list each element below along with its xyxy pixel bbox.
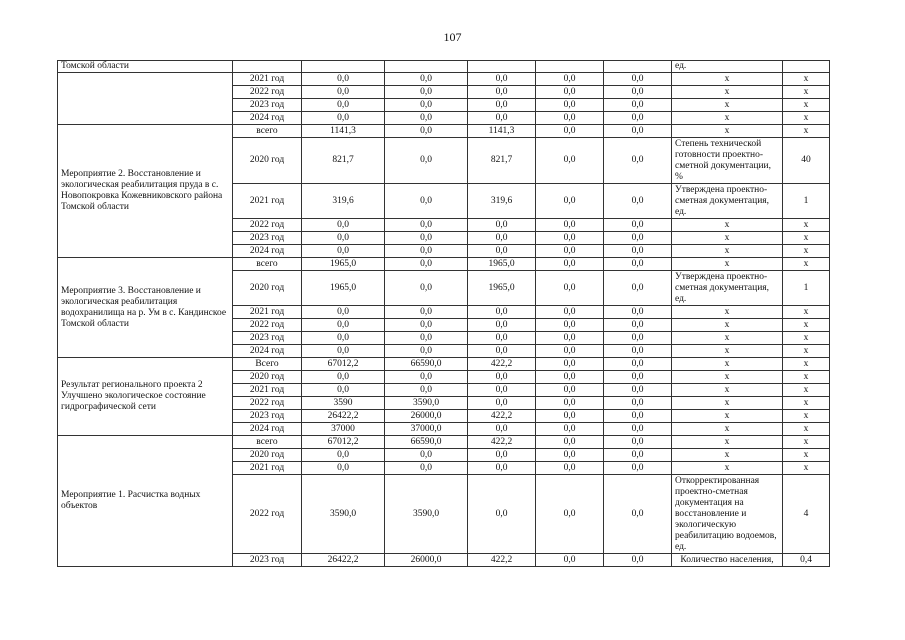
local-cell: 0,0 [536, 86, 604, 99]
regional-cell: 422,2 [468, 358, 536, 371]
indicator-cell: х [672, 423, 783, 436]
local-cell: 0,0 [536, 219, 604, 232]
local-cell: 0,0 [536, 73, 604, 86]
total-cell: 0,0 [302, 73, 385, 86]
total-cell: 0,0 [302, 306, 385, 319]
local-cell: 0,0 [536, 319, 604, 332]
local-cell: 0,0 [536, 384, 604, 397]
total-cell: 319,6 [302, 184, 385, 219]
indicator-value-cell: х [783, 397, 830, 410]
indicator-value-cell: х [783, 125, 830, 138]
indicator-cell: х [672, 99, 783, 112]
activity-name: Мероприятие 2. Восстановление и экологическая реабилитация пруда в с. Новопокровка Кожевниковского района Томской области [58, 125, 233, 258]
indicator-cell: х [672, 319, 783, 332]
indicator-cell: Степень технической готовности проектно-сметной документации, % [672, 138, 783, 184]
regional-cell: 1965,0 [468, 271, 536, 306]
year-cell: 2024 год [233, 423, 302, 436]
regional-cell: 0,0 [468, 345, 536, 358]
total-cell: 0,0 [302, 462, 385, 475]
indicator-value-cell: х [783, 232, 830, 245]
indicator-cell: х [672, 358, 783, 371]
extra-cell: 0,0 [604, 384, 672, 397]
indicator-value-cell: х [783, 219, 830, 232]
indicator-value-cell: х [783, 410, 830, 423]
year-cell: 2020 год [233, 371, 302, 384]
indicator-value-cell: х [783, 371, 830, 384]
year-cell: 2022 год [233, 86, 302, 99]
federal-cell: 0,0 [385, 345, 468, 358]
federal-cell: 3590,0 [385, 397, 468, 410]
year-cell: Всего [233, 358, 302, 371]
federal-cell: 0,0 [385, 258, 468, 271]
extra-cell: 0,0 [604, 332, 672, 345]
federal-cell: 0,0 [385, 138, 468, 184]
local-cell: 0,0 [536, 436, 604, 449]
federal-cell: 0,0 [385, 245, 468, 258]
extra-cell: 0,0 [604, 462, 672, 475]
extra-cell: 0,0 [604, 319, 672, 332]
total-cell: 0,0 [302, 99, 385, 112]
total-cell: 26422,2 [302, 410, 385, 423]
federal-cell: 0,0 [385, 462, 468, 475]
local-cell: 0,0 [536, 138, 604, 184]
federal-cell: 26000,0 [385, 410, 468, 423]
total-cell: 0,0 [302, 245, 385, 258]
federal-cell: 0,0 [385, 99, 468, 112]
local-cell: 0,0 [536, 371, 604, 384]
indicator-value-cell: 40 [783, 138, 830, 184]
regional-cell: 1141,3 [468, 125, 536, 138]
extra-cell: 0,0 [604, 345, 672, 358]
extra-cell: 0,0 [604, 232, 672, 245]
local-cell: 0,0 [536, 125, 604, 138]
extra-cell: 0,0 [604, 397, 672, 410]
extra-cell: 0,0 [604, 449, 672, 462]
indicator-cell: х [672, 345, 783, 358]
indicator-cell: х [672, 436, 783, 449]
extra-cell: 0,0 [604, 73, 672, 86]
extra-cell: 0,0 [604, 138, 672, 184]
indicator-value-cell: 4 [783, 475, 830, 554]
federal-cell: 26000,0 [385, 554, 468, 567]
extra-cell: 0,0 [604, 271, 672, 306]
indicator-value-cell: х [783, 436, 830, 449]
total-cell: 0,0 [302, 332, 385, 345]
year-cell: 2024 год [233, 112, 302, 125]
total-cell: 1965,0 [302, 258, 385, 271]
total-cell: 0,0 [302, 112, 385, 125]
year-cell: 2023 год [233, 332, 302, 345]
federal-cell: 0,0 [385, 319, 468, 332]
indicator-cell: х [672, 371, 783, 384]
indicator-cell: х [672, 232, 783, 245]
total-cell: 1965,0 [302, 271, 385, 306]
extra-cell: 0,0 [604, 112, 672, 125]
indicator-value-cell: х [783, 306, 830, 319]
table-row [58, 125, 830, 138]
local-cell: 0,0 [536, 232, 604, 245]
federal-cell: 0,0 [385, 232, 468, 245]
year-cell: 2021 год [233, 73, 302, 86]
federal-cell: 66590,0 [385, 436, 468, 449]
total-cell: 26422,2 [302, 554, 385, 567]
indicator-value-cell: х [783, 358, 830, 371]
federal-cell: 37000,0 [385, 423, 468, 436]
budget-table [57, 60, 830, 567]
indicator-cell: Утверждена проектно-сметная документация, ед. [672, 271, 783, 306]
total-cell: 1141,3 [302, 125, 385, 138]
year-cell: 2021 год [233, 384, 302, 397]
indicator-cell: Количество населения, [672, 554, 783, 567]
year-cell: всего [233, 125, 302, 138]
total-cell: 3590 [302, 397, 385, 410]
total-cell: 0,0 [302, 449, 385, 462]
indicator-cell: х [672, 258, 783, 271]
federal-cell: 0,0 [385, 271, 468, 306]
indicator-cell: х [672, 397, 783, 410]
local-cell: 0,0 [536, 245, 604, 258]
local-cell: 0,0 [536, 475, 604, 554]
extra-cell: 0,0 [604, 125, 672, 138]
regional-cell: 0,0 [468, 462, 536, 475]
total-cell: 0,0 [302, 232, 385, 245]
indicator-value-cell: 1 [783, 184, 830, 219]
regional-cell: 0,0 [468, 449, 536, 462]
indicator-value-cell: х [783, 112, 830, 125]
local-cell: 0,0 [536, 554, 604, 567]
indicator-value-cell: 0,4 [783, 554, 830, 567]
year-cell: 2024 год [233, 345, 302, 358]
year-cell: всего [233, 258, 302, 271]
year-cell: 2020 год [233, 138, 302, 184]
regional-cell: 821,7 [468, 138, 536, 184]
indicator-cell: х [672, 384, 783, 397]
regional-cell: 0,0 [468, 475, 536, 554]
table-row [58, 73, 830, 86]
indicator-cell: Утверждена проектно-сметная документация, ед. [672, 184, 783, 219]
local-cell: 0,0 [536, 397, 604, 410]
extra-cell: 0,0 [604, 358, 672, 371]
regional-cell: 0,0 [468, 245, 536, 258]
table-row [58, 61, 830, 73]
local-cell: 0,0 [536, 258, 604, 271]
indicator-cell: х [672, 332, 783, 345]
indicator-value-cell: х [783, 86, 830, 99]
year-cell: 2021 год [233, 462, 302, 475]
extra-cell: 0,0 [604, 423, 672, 436]
year-cell: 2024 год [233, 245, 302, 258]
extra-cell: 0,0 [604, 410, 672, 423]
activity-name: Томской области [58, 61, 233, 73]
activity-name: Мероприятие 3. Восстановление и экологическая реабилитация водохранилища на р. Ум в с. Кандинское Томской области [58, 258, 233, 358]
table-row [58, 436, 830, 449]
local-cell: 0,0 [536, 358, 604, 371]
year-cell: 2022 год [233, 219, 302, 232]
extra-cell: 0,0 [604, 554, 672, 567]
indicator-value-cell: х [783, 258, 830, 271]
federal-cell: 0,0 [385, 86, 468, 99]
federal-cell: 0,0 [385, 384, 468, 397]
indicator-value-cell: х [783, 73, 830, 86]
regional-cell: 0,0 [468, 306, 536, 319]
indicator-cell: х [672, 449, 783, 462]
regional-cell: 422,2 [468, 554, 536, 567]
regional-cell: 0,0 [468, 371, 536, 384]
regional-cell: 0,0 [468, 112, 536, 125]
regional-cell: 422,2 [468, 410, 536, 423]
indicator-value-cell: х [783, 332, 830, 345]
extra-cell: 0,0 [604, 436, 672, 449]
activity-name [58, 73, 233, 125]
year-cell: 2020 год [233, 271, 302, 306]
local-cell: 0,0 [536, 462, 604, 475]
total-cell: 0,0 [302, 384, 385, 397]
local-cell: 0,0 [536, 271, 604, 306]
regional-cell: 0,0 [468, 99, 536, 112]
indicator-cell: х [672, 112, 783, 125]
indicator-value-cell: х [783, 99, 830, 112]
indicator-cell: х [672, 306, 783, 319]
extra-cell: 0,0 [604, 371, 672, 384]
federal-cell: 0,0 [385, 184, 468, 219]
year-cell: 2023 год [233, 99, 302, 112]
indicator-value-cell: х [783, 384, 830, 397]
total-cell: 0,0 [302, 319, 385, 332]
total-cell: 0,0 [302, 345, 385, 358]
year-cell: 2022 год [233, 319, 302, 332]
indicator-cell: Откорректированная проектно-сметная документация на восстановление и экологическую реабилитацию водоемов, ед. [672, 475, 783, 554]
page-number: 107 [443, 30, 462, 44]
indicator-cell: х [672, 410, 783, 423]
total-cell: 67012,2 [302, 358, 385, 371]
indicator-cell: ед. [672, 61, 783, 73]
indicator-value-cell: х [783, 449, 830, 462]
federal-cell: 0,0 [385, 306, 468, 319]
regional-cell: 0,0 [468, 219, 536, 232]
federal-cell: 0,0 [385, 125, 468, 138]
indicator-value-cell: х [783, 245, 830, 258]
federal-cell: 3590,0 [385, 475, 468, 554]
local-cell: 0,0 [536, 410, 604, 423]
year-cell: 2023 год [233, 554, 302, 567]
extra-cell: 0,0 [604, 306, 672, 319]
indicator-value-cell: х [783, 345, 830, 358]
federal-cell: 0,0 [385, 112, 468, 125]
total-cell: 0,0 [302, 86, 385, 99]
total-cell: 37000 [302, 423, 385, 436]
year-cell: всего [233, 436, 302, 449]
regional-cell: 0,0 [468, 319, 536, 332]
federal-cell: 0,0 [385, 332, 468, 345]
regional-cell: 0,0 [468, 73, 536, 86]
regional-cell: 422,2 [468, 436, 536, 449]
indicator-cell: х [672, 125, 783, 138]
local-cell: 0,0 [536, 99, 604, 112]
extra-cell: 0,0 [604, 219, 672, 232]
indicator-value-cell: 1 [783, 271, 830, 306]
indicator-cell: х [672, 462, 783, 475]
indicator-cell: х [672, 86, 783, 99]
local-cell: 0,0 [536, 345, 604, 358]
indicator-cell: х [672, 245, 783, 258]
regional-cell: 0,0 [468, 384, 536, 397]
activity-name: Результат регионального проекта 2 Улучшено экологическое состояние гидрографической сети [58, 358, 233, 436]
indicator-cell: х [672, 219, 783, 232]
extra-cell: 0,0 [604, 245, 672, 258]
local-cell: 0,0 [536, 449, 604, 462]
total-cell: 0,0 [302, 219, 385, 232]
year-cell: 2021 год [233, 184, 302, 219]
year-cell: 2021 год [233, 306, 302, 319]
regional-cell: 0,0 [468, 397, 536, 410]
total-cell: 821,7 [302, 138, 385, 184]
regional-cell: 0,0 [468, 423, 536, 436]
year-cell: 2023 год [233, 232, 302, 245]
federal-cell: 66590,0 [385, 358, 468, 371]
local-cell: 0,0 [536, 112, 604, 125]
federal-cell: 0,0 [385, 371, 468, 384]
federal-cell: 0,0 [385, 449, 468, 462]
year-cell: 2020 год [233, 449, 302, 462]
indicator-value-cell: х [783, 462, 830, 475]
regional-cell: 0,0 [468, 332, 536, 345]
local-cell: 0,0 [536, 184, 604, 219]
table-row [58, 358, 830, 371]
indicator-value-cell: х [783, 319, 830, 332]
regional-cell: 0,0 [468, 232, 536, 245]
federal-cell: 0,0 [385, 219, 468, 232]
activity-name: Мероприятие 1. Расчистка водных объектов [58, 436, 233, 567]
indicator-cell: х [672, 73, 783, 86]
year-cell: 2022 год [233, 475, 302, 554]
federal-cell: 0,0 [385, 73, 468, 86]
total-cell: 3590,0 [302, 475, 385, 554]
table-row [58, 258, 830, 271]
indicator-value-cell: х [783, 423, 830, 436]
extra-cell: 0,0 [604, 258, 672, 271]
local-cell: 0,0 [536, 332, 604, 345]
local-cell: 0,0 [536, 306, 604, 319]
extra-cell: 0,0 [604, 184, 672, 219]
extra-cell: 0,0 [604, 475, 672, 554]
total-cell: 67012,2 [302, 436, 385, 449]
regional-cell: 1965,0 [468, 258, 536, 271]
local-cell: 0,0 [536, 423, 604, 436]
year-cell: 2022 год [233, 397, 302, 410]
regional-cell: 0,0 [468, 86, 536, 99]
regional-cell: 319,6 [468, 184, 536, 219]
total-cell: 0,0 [302, 371, 385, 384]
year-cell: 2023 год [233, 410, 302, 423]
extra-cell: 0,0 [604, 99, 672, 112]
extra-cell: 0,0 [604, 86, 672, 99]
